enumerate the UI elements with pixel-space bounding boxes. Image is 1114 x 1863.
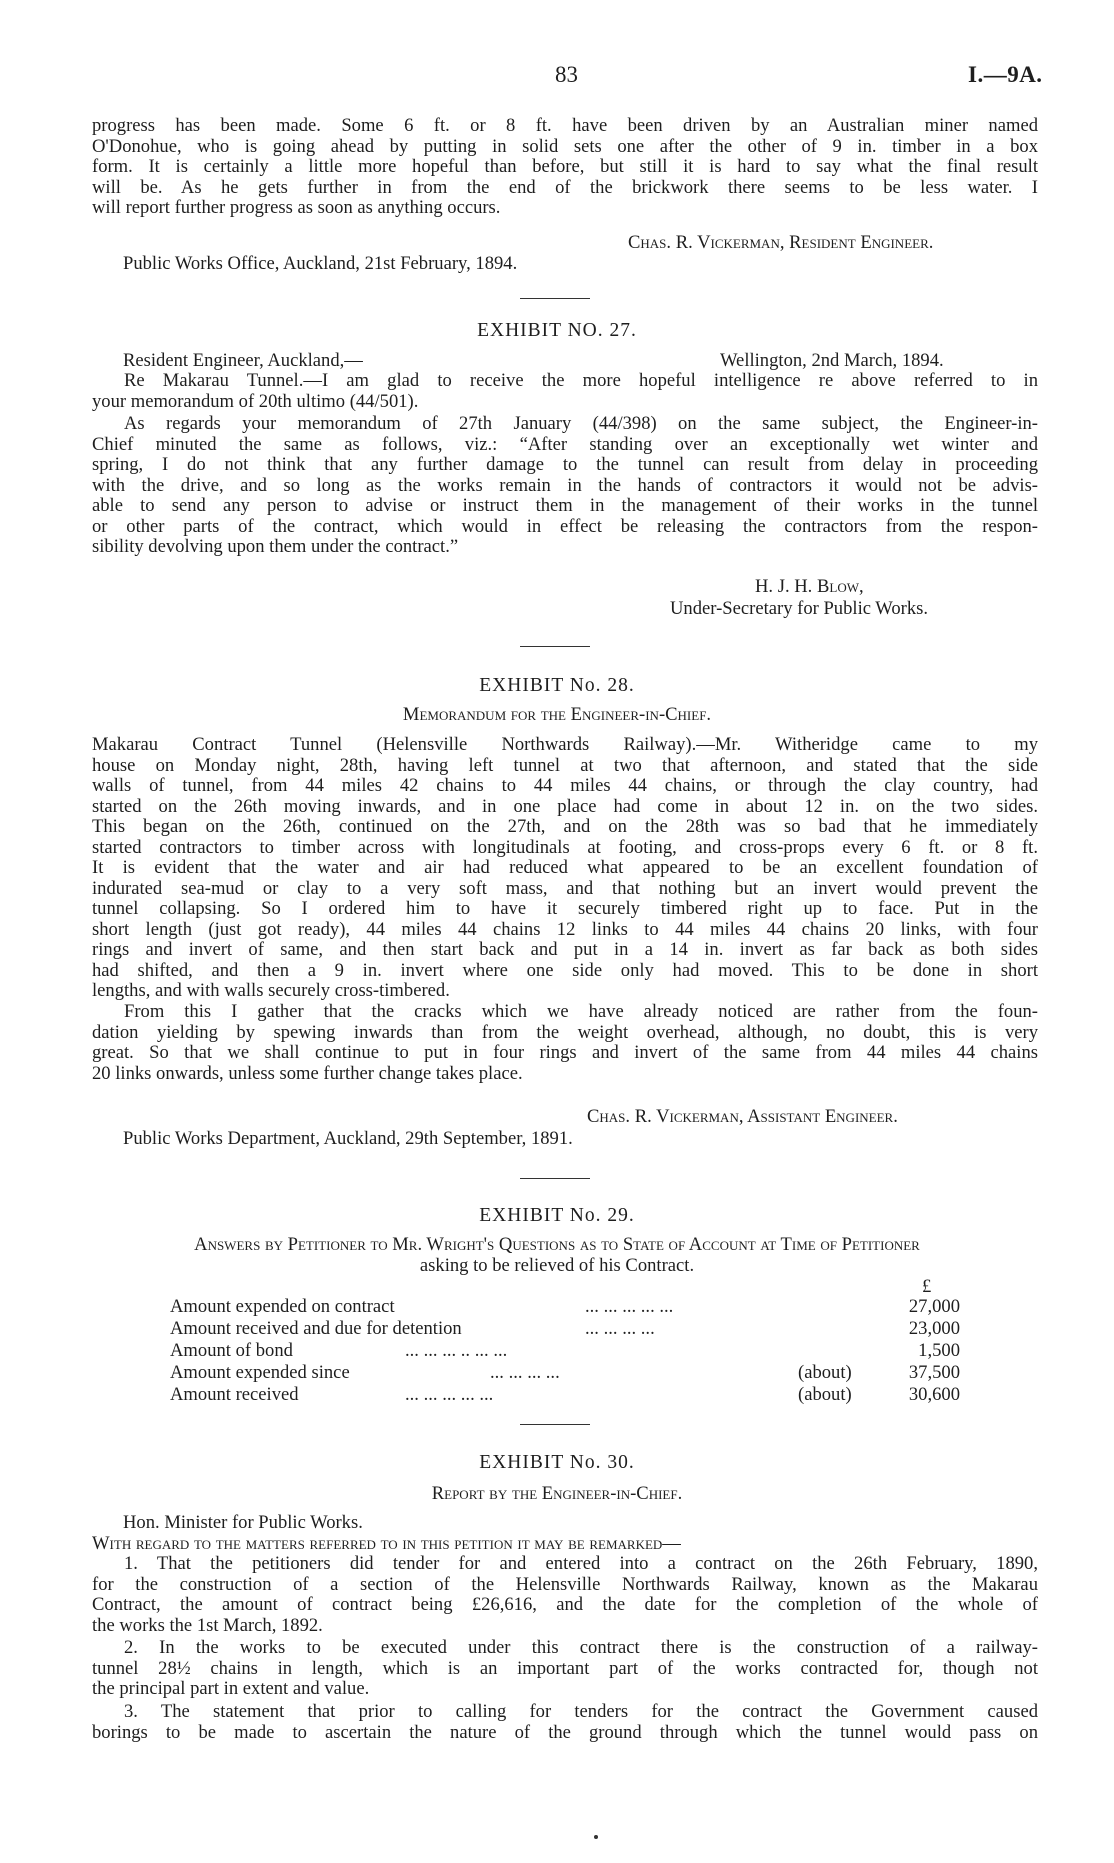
text-line: spring, I do not think that any further damage to the tunnel can result from delay in proceeding [92, 454, 1038, 475]
exhibit-subtitle: Answers by Petitioner to Mr. Wright's Questions as to State of Account at Time of Petitioner [194, 1234, 920, 1255]
text-line: 2. In the works to be executed under this contract there is the construction of a railway- [124, 1637, 1038, 1658]
text-line: the works the 1st March, 1892. [92, 1614, 323, 1636]
row-qualifier: (about) [798, 1362, 852, 1383]
text-line: for the construction of a section of the Helensville Northwards Railway, known as the Makarau [92, 1573, 1038, 1595]
text-line: form. It is certainly a little more hopeful than before, but still it is hard to say what the final result [92, 156, 1038, 177]
text-line: indurated sea-mud or clay to a very soft mass, and that nothing but an invert would prevent the [92, 877, 1038, 899]
text-line: Makarau Contract Tunnel (Helensville Northwards Railway).—Mr. Witheridge came to my [92, 734, 1038, 755]
exhibit30-item-1 [92, 1554, 1038, 1636]
exhibit28-paragraph-2 [92, 1002, 1038, 1084]
text-line: had shifted, and then a 9 in. invert where one side only had moved. This to be done in short [92, 959, 1038, 981]
text-line: Chief minuted the same as follows, viz.: “After standing over an exceptionally wet winter and [92, 433, 1038, 455]
exhibit27-paragraph-1 [92, 371, 1038, 412]
signature: Chas. R. Vickerman, Assistant Engineer. [587, 1106, 898, 1127]
row-qualifier: (about) [798, 1384, 852, 1405]
row-amount: 37,500 [908, 1362, 960, 1383]
text-line: borings to be made to ascertain the nature of the ground through which the tunnel would pass on [92, 1721, 1038, 1743]
text-line: O'Donohue, who is going ahead by putting in solid sets one after the other of 9 in. timber in a box [92, 135, 1038, 157]
signature-name: H. J. H. Blow, [755, 576, 864, 597]
text-line: house on Monday night, 28th, having left tunnel at two that afternoon, and stated that the side [92, 754, 1038, 776]
text-line: able to send any person to advise or instruct them in the management of their works in the tunnel [92, 495, 1038, 516]
exhibit27-paragraph-2 [92, 414, 1038, 558]
row-amount: 30,600 [908, 1384, 960, 1405]
text-line: walls of tunnel, from 44 miles 42 chains to 44 miles 44 chains, or through the clay country, had [92, 775, 1038, 796]
exhibit28-paragraph-1 [92, 735, 1038, 1002]
text-line: 3. The statement that prior to calling for tenders for the contract the Government caused [124, 1701, 1038, 1722]
leader-dots: ... ... ... .. ... ... [405, 1340, 508, 1361]
addressee: Hon. Minister for Public Works. [123, 1512, 363, 1533]
section-divider [520, 1178, 590, 1179]
leader-dots: ... ... ... ... [490, 1362, 560, 1383]
signature-title: Under-Secretary for Public Works. [670, 598, 929, 619]
text-line: 1. That the petitioners did tender for and entered into a contract on the 26th February, 1890, [124, 1553, 1038, 1574]
row-amount: 27,000 [908, 1296, 960, 1317]
leader-dots: ... ... ... ... ... [585, 1296, 674, 1317]
text-line: sibility devolving upon them under the contract.” [92, 536, 459, 557]
text-line: progress has been made. Some 6 ft. or 8 ft. have been driven by an Australian miner named [92, 115, 1038, 136]
exhibit30-item-3 [92, 1702, 1038, 1743]
dateline: Public Works Department, Auckland, 29th September, 1891. [123, 1128, 573, 1149]
leader-dots: ... ... ... ... ... [405, 1384, 494, 1405]
text-line: your memorandum of 20th ultimo (44/501). [92, 390, 419, 412]
currency-header: £ [922, 1276, 932, 1297]
text-line: will be. As he gets further in from the end of the brickwork there seems to be less water. I [92, 176, 1038, 198]
text-line: rings and invert of same, and then start back and put in a 14 in. invert as far back as both sides [92, 939, 1038, 960]
text-line: will report further progress as soon as anything occurs. [92, 197, 501, 218]
row-label: Amount expended on contract [170, 1296, 395, 1317]
text-line: started contractors to timber across with longitudinals at footing, and cross-props every 6 ft. or 8 ft. [92, 836, 1038, 858]
table-row [170, 1318, 960, 1338]
table-row [170, 1340, 960, 1360]
table-row [170, 1362, 960, 1382]
exhibit-title: EXHIBIT No. 30. [479, 1452, 635, 1473]
exhibit-subtitle: Report by the Engineer-in-Chief. [431, 1483, 683, 1504]
page-number: 83 [555, 62, 578, 87]
row-label: Amount of bond [170, 1340, 293, 1361]
text-line: the principal part in extent and value. [92, 1678, 370, 1699]
text-line: Contract, the amount of contract being £26,616, and the date for the completion of the whole of [92, 1594, 1038, 1615]
exhibit-title: EXHIBIT No. 28. [479, 675, 635, 696]
page-mark [594, 1835, 598, 1839]
text-line: From this I gather that the cracks which we have already noticed are rather from the foun- [124, 1001, 1038, 1022]
exhibit-subtitle: Memorandum for the Engineer-in-Chief. [402, 704, 712, 725]
row-label: Amount received and due for detention [170, 1318, 462, 1339]
text-line: Re Makarau Tunnel.—I am glad to receive the more hopeful intelligence re above referred to in [124, 370, 1038, 391]
dateline: Wellington, 2nd March, 1894. [720, 350, 944, 371]
signature: Chas. R. Vickerman, Resident Engineer. [628, 232, 934, 253]
text-line: or other parts of the contract, which would in effect be releasing the contractors from the respon- [92, 515, 1038, 537]
row-amount: 1,500 [918, 1340, 960, 1361]
addressee: Resident Engineer, Auckland,— [123, 350, 363, 371]
exhibit-title: EXHIBIT NO. 27. [477, 320, 637, 341]
top-paragraph [92, 116, 1038, 219]
leader-dots: ... ... ... ... [585, 1318, 655, 1339]
dateline: Public Works Office, Auckland, 21st February, 1894. [123, 253, 518, 274]
row-label: Amount received [170, 1384, 299, 1405]
text-line: It is evident that the water and air had reduced what appeared to be an excellent foundation of [92, 857, 1038, 878]
section-divider [520, 646, 590, 647]
exhibit-title: EXHIBIT No. 29. [479, 1205, 635, 1226]
row-label: Amount expended since [170, 1362, 350, 1383]
text-line: tunnel 28½ chains in length, which is an important part of the works contracted for, though not [92, 1657, 1038, 1679]
text-line: lengths, and with walls securely cross-timbered. [92, 980, 450, 1001]
table-row [170, 1296, 960, 1316]
text-line: started on the 26th moving inwards, and in one place had come in about 12 in. on the two sides. [92, 795, 1038, 817]
page-reference: I.—9A. [968, 62, 1043, 87]
exhibit30-item-2 [92, 1638, 1038, 1700]
table-row [170, 1384, 960, 1404]
text-line: 20 links onwards, unless some further change takes place. [92, 1062, 523, 1084]
text-line: great. So that we shall continue to put in four rings and invert of the same from 44 miles 44 chains [92, 1042, 1038, 1063]
text-line: This began on the 26th, continued on the 27th, and on the 28th was so bad that he immediately [92, 816, 1038, 837]
text-line: dation yielding by spewing inwards than from the weight overhead, although, no doubt, this is very [92, 1021, 1038, 1043]
row-amount: 23,000 [908, 1318, 960, 1339]
exhibit-subtitle: asking to be relieved of his Contract. [419, 1255, 695, 1276]
text-line: with the drive, and so long as the works remain in the hands of contractors it would not be advis- [92, 474, 1038, 496]
text-line: tunnel collapsing. So I ordered him to have it securely timbered right up to face. Put in the [92, 898, 1038, 919]
text-line: As regards your memorandum of 27th January (44/398) on the same subject, the Engineer-in- [124, 413, 1038, 434]
intro-line: With regard to the matters referred to in this petition it may be remarked— [92, 1533, 681, 1554]
section-divider [520, 1424, 590, 1425]
text-line: short length (just got ready), 44 miles 44 chains 12 links to 44 miles 44 chains 20 links, with four [92, 918, 1038, 940]
section-divider [520, 298, 590, 299]
